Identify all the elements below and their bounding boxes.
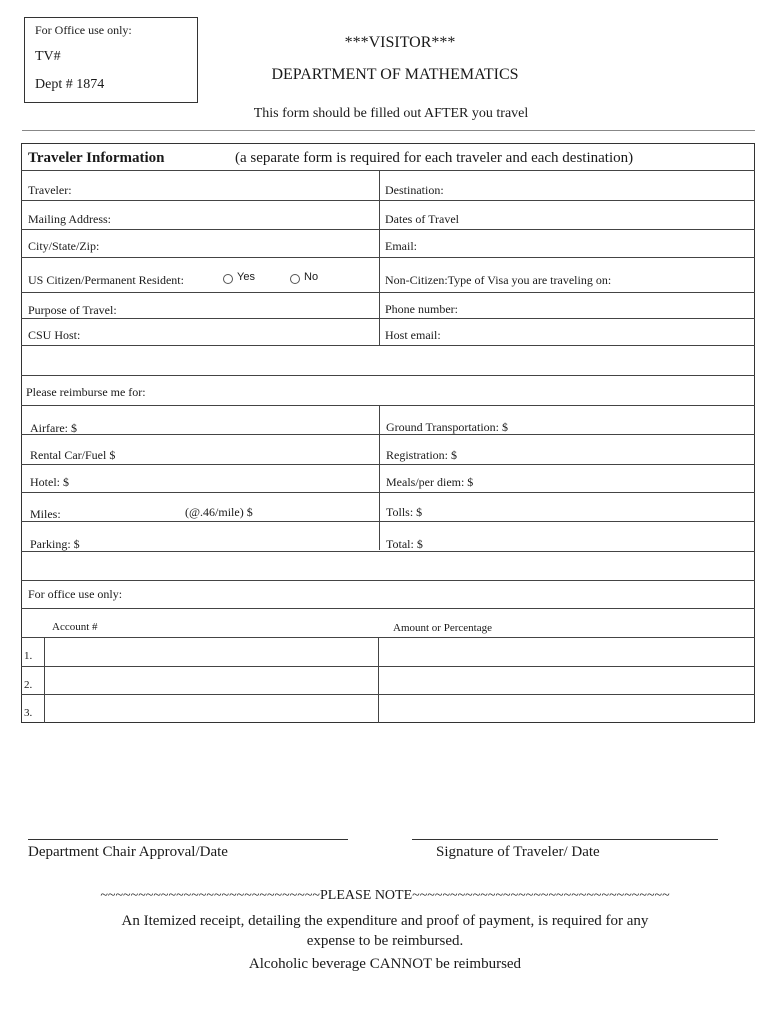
traveler-field[interactable]: Traveler: [28, 183, 72, 197]
row-divider [21, 464, 755, 465]
department-title: DEPARTMENT OF MATHEMATICS [271, 66, 519, 83]
tv-number-label: TV# [35, 49, 61, 64]
yes-radio-label: Yes [237, 271, 255, 283]
miles-field[interactable]: Miles: [30, 507, 61, 521]
row-divider [21, 170, 755, 171]
account-row-number: 1. [24, 650, 33, 662]
account-row-number: 2. [24, 679, 33, 691]
dept-number-label: Dept # 1874 [35, 77, 105, 92]
city-state-zip-field[interactable]: City/State/Zip: [28, 239, 100, 253]
row-divider [21, 608, 755, 609]
tolls-field[interactable]: Tolls: $ [386, 505, 423, 519]
amount-header: Amount or Percentage [393, 622, 492, 634]
account-row-number: 3. [24, 707, 33, 719]
purpose-of-travel-field[interactable]: Purpose of Travel: [28, 303, 117, 317]
us-citizen-label: US Citizen/Permanent Resident: [28, 273, 184, 287]
office-use-title: For office use only: [28, 587, 123, 601]
chair-approval-label: Department Chair Approval/Date [28, 844, 228, 860]
ground-transportation-field[interactable]: Ground Transportation: $ [386, 420, 509, 434]
row-divider [21, 492, 755, 493]
yes-radio[interactable] [223, 274, 233, 284]
office-use-label: For Office use only: [35, 23, 132, 37]
column-divider [379, 170, 380, 345]
chair-signature-line[interactable] [28, 839, 348, 840]
column-divider [44, 637, 45, 723]
traveler-info-note: (a separate form is required for each traveler and each destination) [235, 150, 634, 166]
row-divider [21, 521, 755, 522]
traveler-info-title: Traveler Information [28, 150, 165, 166]
please-note-banner: ~~~~~~~~~~~~~~~~~~~~~~~~~~~~~PLEASE NOTE~~~~~~~~~~~~~~~~~~~~~~~~~~~~~~~~~~ [100, 888, 670, 903]
email-field[interactable]: Email: [385, 239, 417, 253]
header-divider [22, 130, 755, 131]
csu-host-field[interactable]: CSU Host: [28, 328, 81, 342]
airfare-field[interactable]: Airfare: $ [30, 421, 77, 435]
row-divider [21, 200, 755, 201]
row-divider [21, 257, 755, 258]
total-field[interactable]: Total: $ [386, 537, 423, 551]
mailing-address-field[interactable]: Mailing Address: [28, 212, 111, 226]
rental-car-field[interactable]: Rental Car/Fuel $ [30, 448, 116, 462]
row-divider [21, 637, 755, 638]
host-email-field[interactable]: Host email: [385, 328, 441, 342]
row-divider [21, 666, 755, 667]
row-divider [21, 580, 755, 581]
column-divider [379, 405, 380, 550]
column-divider [378, 637, 379, 723]
row-divider [21, 229, 755, 230]
traveler-signature-label: Signature of Traveler/ Date [436, 844, 600, 860]
destination-field[interactable]: Destination: [385, 183, 444, 197]
parking-field[interactable]: Parking: $ [30, 537, 80, 551]
row-divider [21, 345, 755, 346]
row-divider [21, 318, 755, 319]
receipt-note-line2: expense to be reimbursed. [306, 933, 464, 949]
registration-field[interactable]: Registration: $ [386, 448, 457, 462]
row-divider [21, 694, 755, 695]
reimburse-title: Please reimburse me for: [26, 385, 146, 399]
alcohol-note: Alcoholic beverage CANNOT be reimbursed [248, 956, 522, 972]
dates-of-travel-field[interactable]: Dates of Travel [385, 212, 459, 226]
phone-number-field[interactable]: Phone number: [385, 302, 458, 316]
miles-rate-label: (@.46/mile) $ [185, 505, 253, 519]
visitor-title: ***VISITOR*** [344, 34, 456, 51]
form-instruction: This form should be filled out AFTER you travel [253, 106, 529, 121]
row-divider [21, 405, 755, 406]
office-use-box [24, 17, 198, 103]
hotel-field[interactable]: Hotel: $ [30, 475, 69, 489]
traveler-signature-line[interactable] [412, 839, 718, 840]
meals-field[interactable]: Meals/per diem: $ [386, 475, 474, 489]
no-radio[interactable] [290, 274, 300, 284]
row-divider [21, 375, 755, 376]
non-citizen-visa-field[interactable]: Non-Citizen:Type of Visa you are traveling on: [385, 273, 612, 287]
no-radio-label: No [304, 271, 319, 283]
receipt-note-line1: An Itemized receipt, detailing the expenditure and proof of payment, is required for any [121, 913, 649, 929]
account-header: Account # [52, 621, 98, 633]
row-divider [21, 292, 755, 293]
